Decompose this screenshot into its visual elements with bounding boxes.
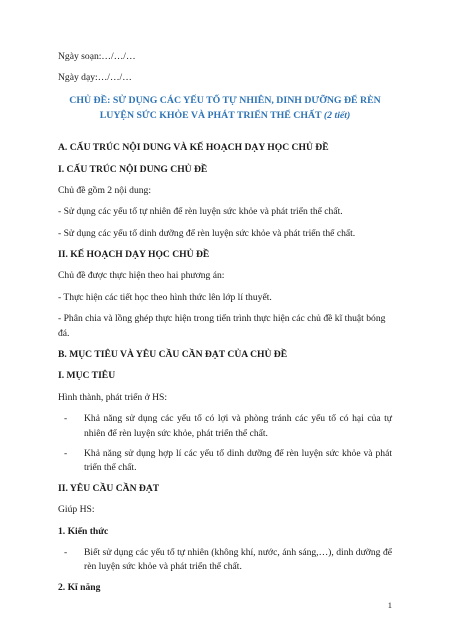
skills-heading: 2. Kĩ năng (58, 581, 101, 593)
bullet-dash: - (64, 447, 68, 459)
bullet-dash: - (64, 413, 68, 425)
list-item-text: Biết sử dụng các yếu tố tự nhiên (không khí, nước, ánh sáng,…), dinh dưỡng để rèn luyện sức khỏe và phát triển thể chất. (84, 546, 392, 573)
list-item-text: Khả năng sử dụng hợp lí các yếu tố dinh dưỡng để rèn luyện sức khỏe và phát triển thể chất. (84, 447, 392, 474)
section-b-heading: B. MỤC TIÊU VÀ YÊU CẦU CẦN ĐẠT CỦA CHỦ ĐỀ (58, 349, 288, 361)
list-item (58, 412, 392, 441)
section-a-heading: A. CẤU TRÚC NỘI DUNG VÀ KẾ HOẠCH DẠY HỌC CHỦ ĐỀ (58, 142, 329, 154)
section-a1-intro: Chủ đề gồm 2 nội dung: (58, 184, 152, 196)
section-a2-item: - Phân chia và lồng ghép thực hiện trong tiến trình thực hiện các chủ đề kĩ thuật bóng đá. (58, 313, 386, 339)
section-a2-item: - Thực hiện các tiết học theo hình thức lên lớp lí thuyết. (58, 291, 272, 303)
knowledge-heading: 1. Kiến thức (58, 525, 109, 537)
list-item (58, 447, 392, 476)
teach-date: Ngày dạy:…/…/… (58, 72, 132, 84)
section-a1-item: - Sử dụng các yếu tố tự nhiên để rèn luyện sức khỏe và phát triển thể chất. (58, 206, 343, 218)
section-b2-heading: II. YÊU CẦU CẦN ĐẠT (58, 482, 160, 494)
list-item (58, 546, 392, 575)
title-suffix: (2 tiết) (323, 109, 351, 121)
section-a1-heading: I. CẤU TRÚC NỘI DUNG CHỦ ĐỀ (58, 163, 208, 175)
section-b1-intro: Hình thành, phát triển ở HS: (58, 391, 167, 403)
section-b1-heading: I. MỤC TIÊU (58, 370, 116, 382)
section-a2-heading: II. KẾ HOẠCH DẠY HỌC CHỦ ĐỀ (58, 249, 210, 261)
prep-date: Ngày soạn:…/…/… (58, 51, 136, 62)
title-main: CHỦ ĐỀ: SỬ DỤNG CÁC YẾU TỐ TỰ NHIÊN, DINH DƯỠNG ĐỂ RÈN LUYỆN SỨC KHỎE VÀ PHÁT TRIỂN THỂ CHẤT (69, 94, 381, 121)
section-a2-intro: Chủ đề được thực hiện theo hai phương án: (58, 270, 225, 282)
document-title (58, 93, 392, 123)
bullet-dash: - (64, 546, 68, 558)
section-b2-intro: Giúp HS: (58, 504, 95, 516)
list-item-text: Khả năng sử dụng các yếu tố có lợi và phòng tránh các yếu tố có hại của tự nhiên để rèn luyện sức khỏe, phát triển thể chất. (84, 413, 392, 439)
section-a1-item: - Sử dụng các yếu tố dinh dưỡng để rèn luyện sức khỏe và phát triển thể chất. (58, 227, 356, 239)
page-number: 1 (387, 600, 392, 611)
